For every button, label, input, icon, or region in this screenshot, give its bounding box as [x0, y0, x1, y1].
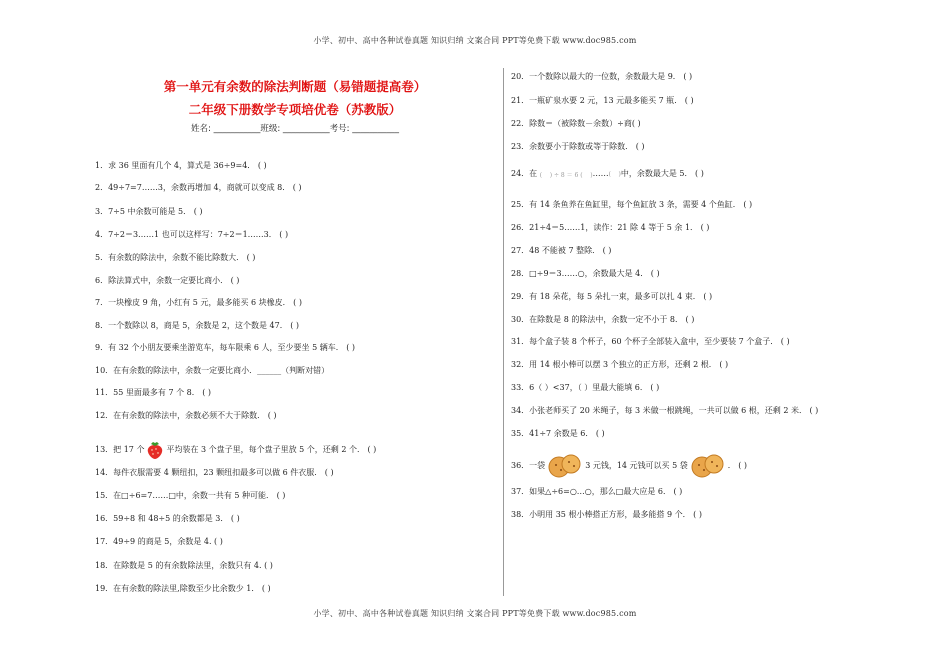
- question-36-prefix: 36．一袋: [511, 461, 546, 470]
- question-13-prefix: 13．把 17 个: [95, 445, 145, 454]
- question-25: 25．有 14 条鱼养在鱼缸里，每个鱼缸放 3 条，需要 4 个鱼缸． ( ): [511, 200, 753, 209]
- page-subtitle: 二年级下册数学专项培优卷（苏教版）: [188, 102, 402, 117]
- question-36: [511, 454, 747, 478]
- question-24: [511, 168, 704, 179]
- name-class-id-line: 姓名: ___________班级: ___________考号: ___________: [191, 124, 399, 134]
- header-note: 小学、初中、高中各种试卷真题 知识归纳 文案合同 PPT等免费下载 www.doc985.com: [313, 36, 637, 45]
- question-27: 27．48 不能被 7 整除． ( ): [511, 246, 612, 255]
- question-7: 7．一块橡皮 9 角，小红有 5 元，最多能买 6 块橡皮． ( ): [95, 298, 302, 307]
- question-5: 5．有余数的除法中，余数不能比除数大． ( ): [95, 253, 256, 262]
- question-32: 32．用 14 根小棒可以摆 3 个独立的正方形，还剩 2 根． ( ): [511, 360, 729, 369]
- question-35: 35．41÷7 余数是 6． ( ): [511, 429, 605, 438]
- question-30: 30．在除数是 8 的除法中，余数一定不小于 8． ( ): [511, 315, 695, 324]
- question-24-dots: ……: [592, 169, 609, 178]
- question-34: 34．小张老师买了 20 米绳子，每 3 米做一根跳绳，一共可以做 6 根，还剩 2 米． ( ): [511, 406, 819, 415]
- question-36-suffix: ． ( ): [727, 461, 748, 470]
- question-20: 20．一个数除以最大的一位数，余数最大是 9． ( ): [511, 72, 693, 81]
- question-31: 31．每个盒子装 8 个杯子，60 个杯子全部装入盒中，至少要装 7 个盒子． ( ): [511, 337, 790, 346]
- question-17: 17．49÷9 的商是 5，余数是 4. ( ): [95, 537, 223, 546]
- column-divider: [503, 68, 504, 596]
- page-title: 第一单元有余数的除法判断题（易错题提高卷）: [163, 79, 427, 94]
- question-26: 26．21÷4＝5……1，读作：21 除 4 等于 5 余 1． ( ): [511, 223, 710, 232]
- footer-note: 小学、初中、高中各种试卷真题 知识归纳 文案合同 PPT等免费下载 www.doc985.com: [313, 609, 637, 618]
- question-12: 12．在有余数的除法中，余数必须不大于除数． ( ): [95, 411, 277, 420]
- question-14: 14．每件衣服需要 4 颗纽扣，23 颗纽扣最多可以做 6 件衣服． ( ): [95, 468, 334, 477]
- question-6: 6．除法算式中，余数一定要比商小． ( ): [95, 276, 240, 285]
- question-23: 23．余数要小于除数或等于除数． ( ): [511, 142, 645, 151]
- question-4: 4．7÷2＝3……1 也可以这样写：7÷2＝1……3． ( ): [95, 230, 289, 239]
- question-24-suffix: 中，余数最大是 5． ( ): [620, 169, 704, 178]
- question-8: 8．一个数除以 8，商是 5，余数是 2，这个数是 47． ( ): [95, 321, 300, 330]
- question-16: 16．59÷8 和 48÷5 的余数都是 3． ( ): [95, 514, 240, 523]
- question-37: 37．如果△÷6=○…○，那么□最大应是 6． ( ): [511, 487, 683, 496]
- question-24-prefix: 24．在: [511, 169, 538, 178]
- question-13-suffix: 平均装在 3 个盘子里，每个盘子里放 5 个，还剩 2 个． ( ): [166, 445, 377, 454]
- question-22: 22．除数＝（被除数－余数）÷商( ): [511, 119, 641, 128]
- cookie-icon: [690, 454, 726, 478]
- question-3: 3．7÷5 中余数可能是 5． ( ): [95, 207, 203, 216]
- question-1: 1．求 36 里面有几个 4，算式是 36÷9=4． ( ): [95, 161, 267, 170]
- question-21: 21．一瓶矿泉水要 2 元，13 元最多能买 7 瓶． ( ): [511, 96, 694, 105]
- question-2: 2．49÷7=7……3，余数再增加 4，商就可以变成 8． ( ): [95, 183, 302, 192]
- question-36-middle: 3 元钱，14 元钱可以买 5 袋: [585, 461, 688, 470]
- question-29: 29．有 18 朵花，每 5 朵扎一束，最多可以扎 4 束． ( ): [511, 292, 713, 301]
- question-24-blank-expression: ( ) ÷ 8 ＝ 6 ( ): [539, 171, 593, 179]
- question-9: 9．有 32 个小朋友要乘坐游览车，每车限乘 6 人，至少要坐 5 辆车． ( ): [95, 343, 356, 352]
- question-33: 33．6（ ）<37，（ ）里最大能填 6． ( ): [511, 383, 660, 392]
- question-24-equation: ÷ 8 ＝ 6: [553, 171, 579, 179]
- strawberry-icon: [146, 440, 164, 460]
- cookie-icon: [547, 454, 583, 478]
- question-28: 28．□÷9＝3……○，余数最大是 4． ( ): [511, 269, 660, 278]
- question-18: 18．在除数是 5 的有余数除法里，余数只有 4. ( ): [95, 561, 273, 570]
- question-10: 10．在有余数的除法中，余数一定要比商小．______（判断对错）: [95, 366, 330, 375]
- question-11: 11．55 里面最多有 7 个 8． ( ): [95, 388, 212, 397]
- question-19: 19．在有余数的除法里,除数至少比余数少 1． ( ): [95, 584, 271, 593]
- question-38: 38．小明用 35 根小棒搭正方形，最多能搭 9 个． ( ): [511, 510, 702, 519]
- question-13: [95, 440, 376, 460]
- question-15: 15．在□÷6=7……□中，余数一共有 5 种可能． ( ): [95, 491, 286, 500]
- question-24-blank: ( ): [608, 170, 621, 178]
